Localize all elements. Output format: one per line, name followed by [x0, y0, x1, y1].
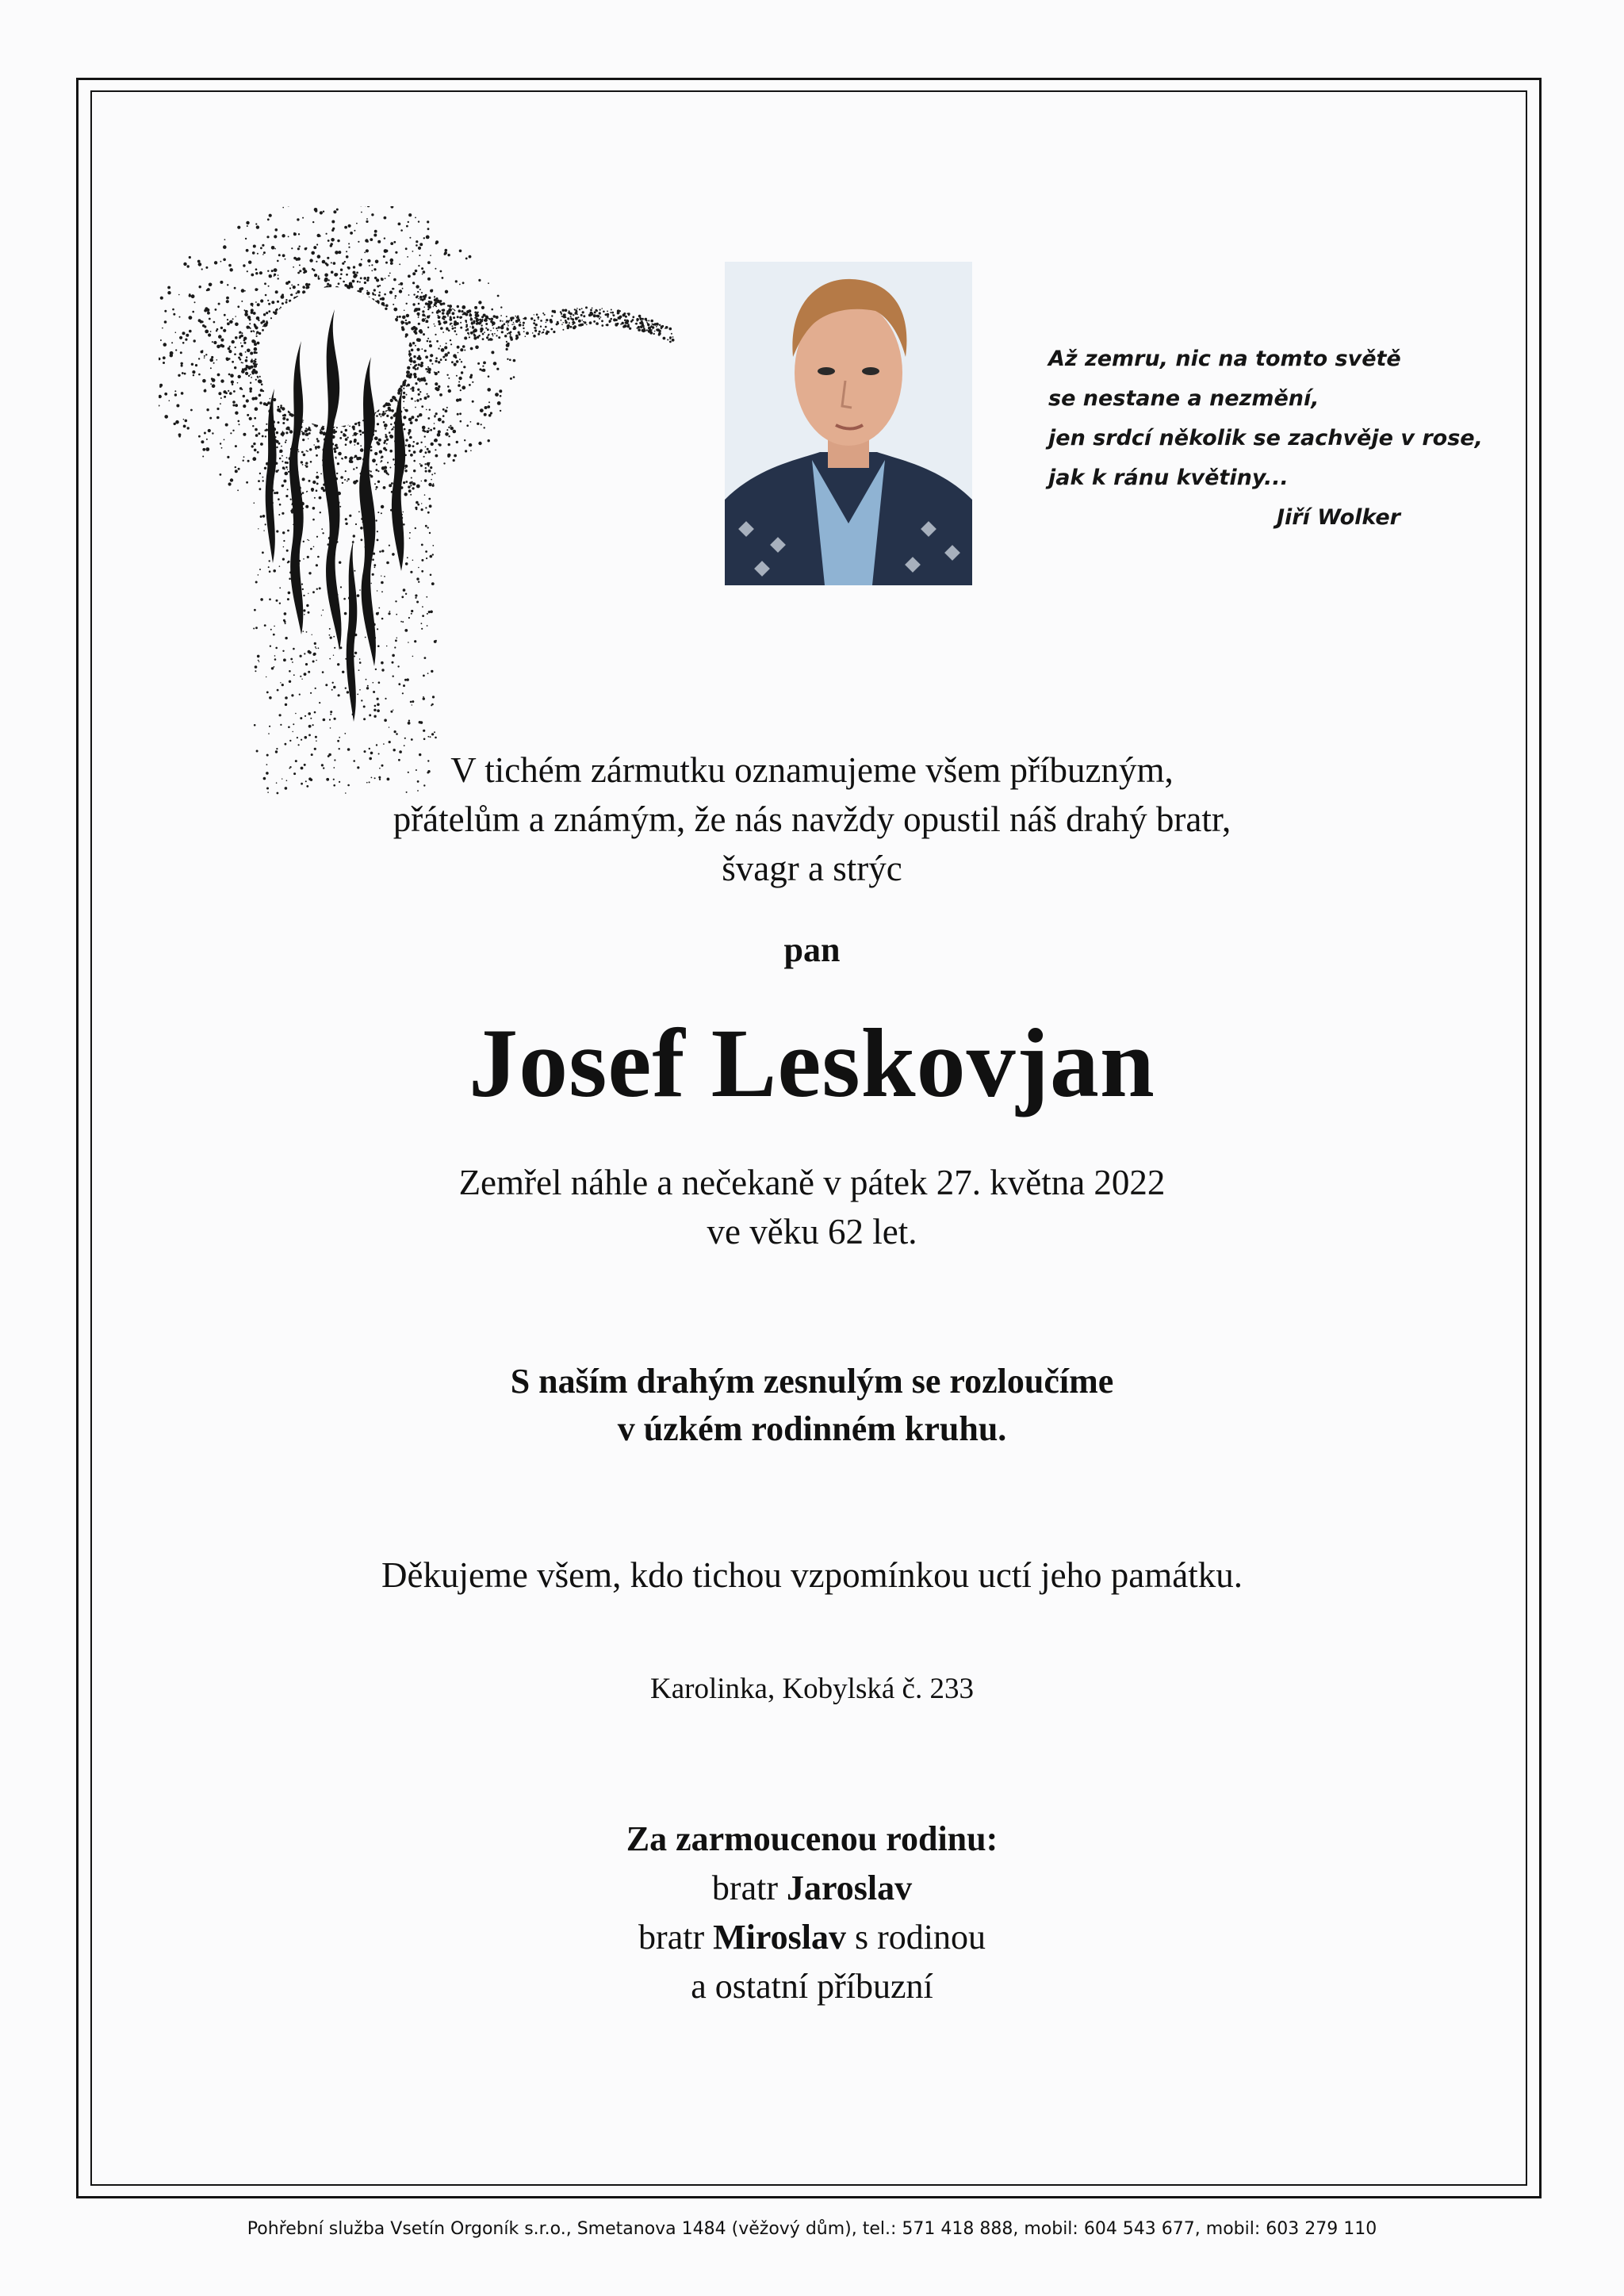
quote-line: jen srdcí několik se zachvěje v rose,	[1048, 426, 1483, 450]
family-others: a ostatní příbuzní	[691, 1967, 933, 2006]
family-heading: Za zarmoucenou rodinu:	[626, 1819, 998, 1858]
announcement-line: V tichém zármutku oznamujeme všem příbuzným,	[450, 750, 1174, 790]
honorific: pan	[783, 930, 841, 969]
death-line: Zemřel náhle a nečekaně v pátek 27. května 2022	[458, 1163, 1166, 1202]
farewell-line: v úzkém rodinném kruhu.	[617, 1409, 1007, 1448]
relation: bratr	[711, 1869, 778, 1907]
announcement-line: přátelům a známým, že nás navždy opustil náš drahý bratr,	[393, 799, 1231, 839]
announcement-line: švagr a strýc	[722, 849, 902, 888]
quote-line: jak k ránu květiny...	[1048, 466, 1289, 490]
farewell-notice	[0, 1358, 1624, 1453]
member-name: Jaroslav	[786, 1869, 913, 1907]
member-suffix: s rodinou	[854, 1918, 986, 1957]
family-signature	[0, 1815, 1624, 2011]
funeral-service-footer: Pohřební služba Vsetín Orgoník s.r.o., Smetanova 1484 (věžový dům), tel.: 571 418 888, mobil: 604 543 677, mobil: 603 279 110	[247, 2219, 1377, 2239]
deceased-name: Josef Leskovjan	[469, 1009, 1155, 1117]
death-notice	[0, 1158, 1624, 1256]
address: Karolinka, Kobylská č. 233	[650, 1673, 974, 1705]
poem-quote	[1048, 339, 1524, 538]
thanks-text: Děkujeme všem, kdo tichou vzpomínkou uctí jeho památku.	[381, 1555, 1243, 1595]
quote-author: Jiří Wolker	[1277, 505, 1401, 530]
moon-flames-ornament-icon	[159, 206, 682, 809]
family-member	[0, 1913, 1624, 1962]
farewell-line: S naším drahým zesnulým se rozloučíme	[510, 1362, 1114, 1401]
relation: bratr	[638, 1918, 705, 1957]
member-name: Miroslav	[713, 1918, 846, 1957]
announcement-text	[0, 746, 1624, 893]
death-line: ve věku 62 let.	[707, 1212, 917, 1251]
portrait-photo	[725, 262, 972, 585]
quote-line: se nestane a nezmění,	[1048, 386, 1320, 411]
quote-line: Až zemru, nic na tomto světě	[1048, 347, 1401, 371]
family-member	[0, 1864, 1624, 1913]
